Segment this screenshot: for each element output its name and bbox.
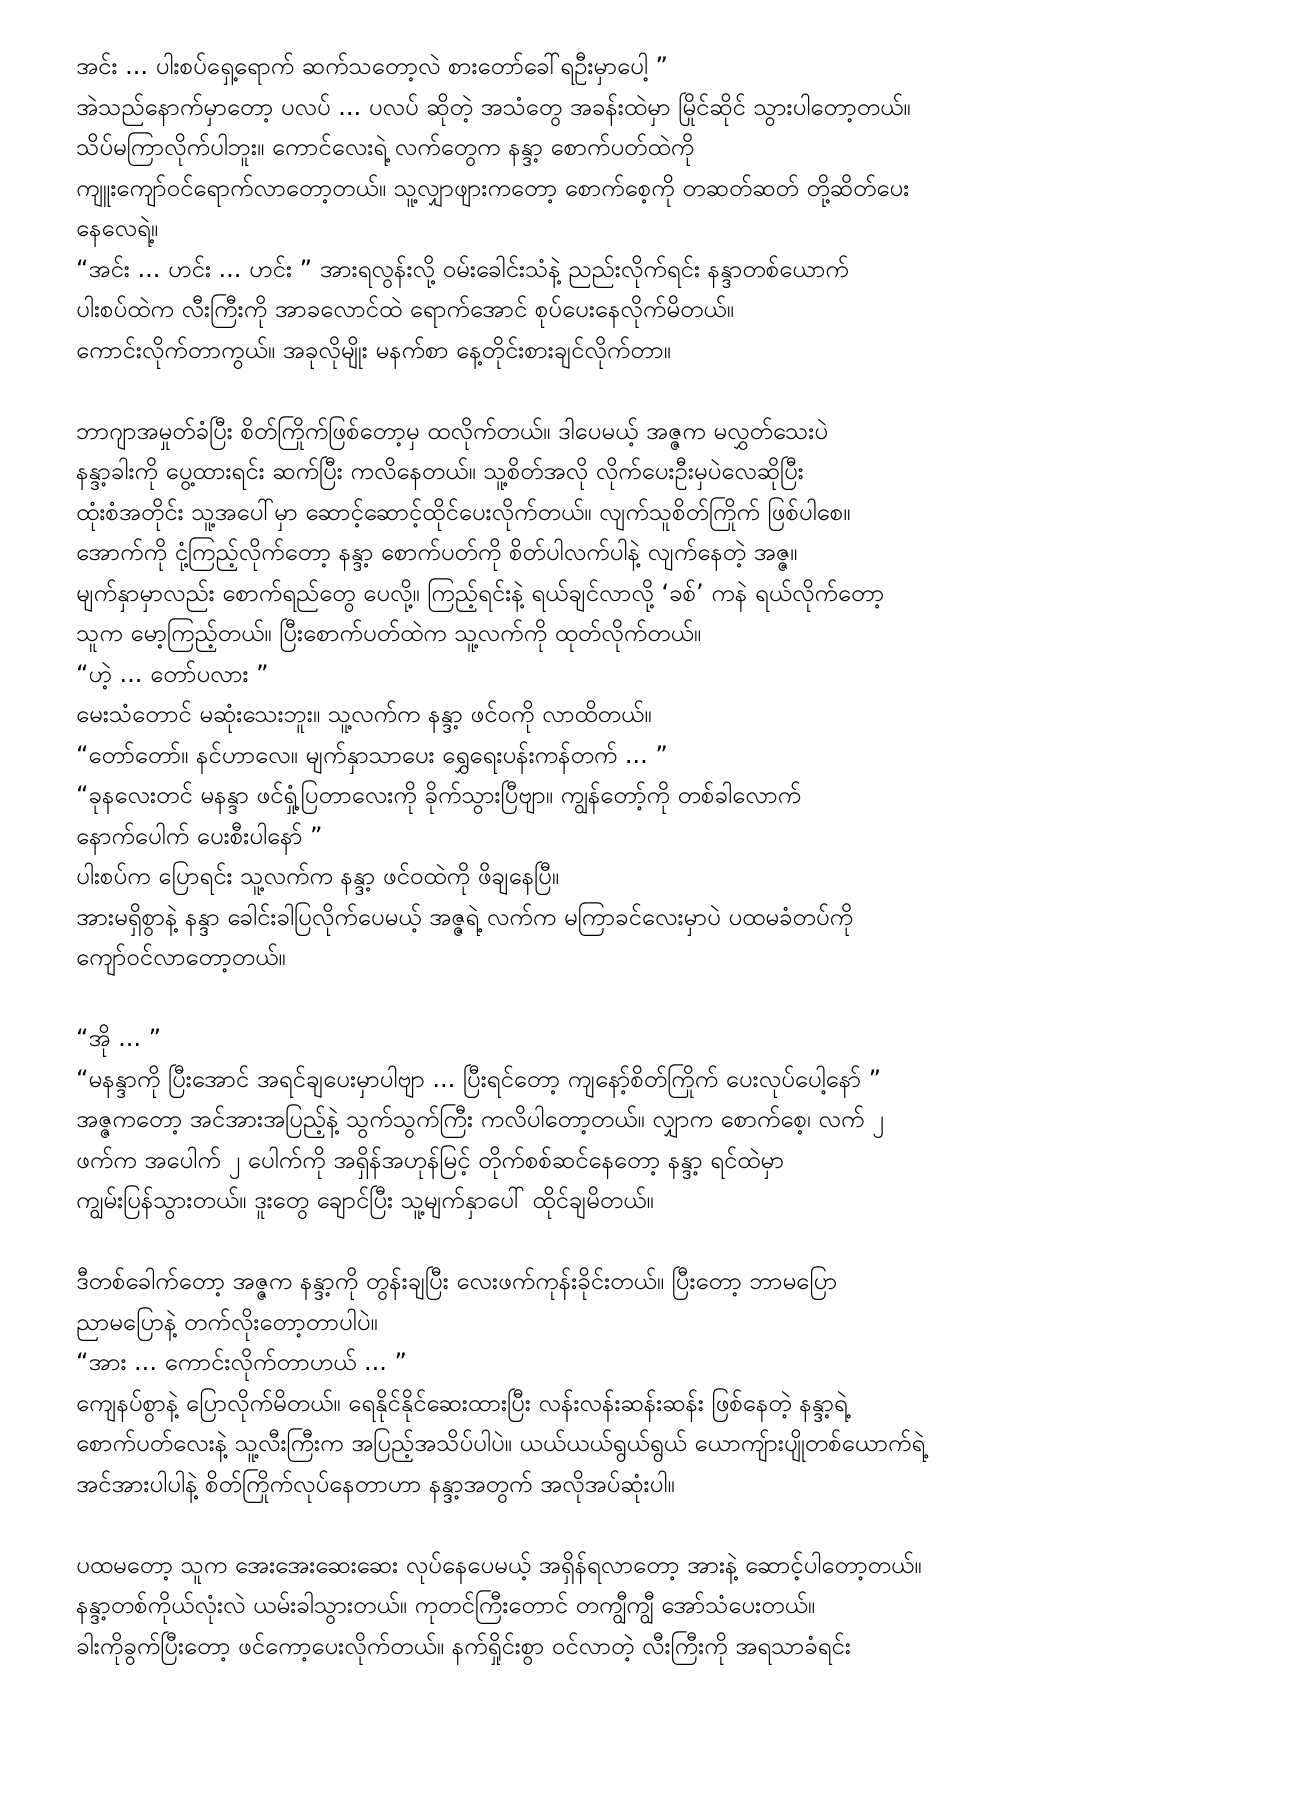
text-line: မျက်နှာမှာလည်း စောက်ရည်တွေ ပေလို့။ ကြည့်ရင်းနဲ့ ရယ်ချင်လာလို့ ‘ခစ်’ ကနဲ ရယ်လိုက်တော့ [76,578,885,607]
text-line: “အား ... ကောင်းလိုက်တာဟယ် ... ” [76,1348,407,1376]
text-line: ကျူးကျော်ဝင်ရောက်လာတော့တယ်။ သူ့လျှာဖျားကတော့ စောက်စေ့ကို တဆတ်ဆတ် တို့ဆိတ်ပေး [76,173,910,202]
text-line: “အင်း ... ဟင်း ... ဟင်း ” အားရလွန်းလို့ ဝမ်းခေါင်းသံနဲ့ ညည်းလိုက်ရင်း နန္ဒာတစ်ယောက် [76,254,849,283]
text-line: ထုံးစံအတိုင်း သူ့အပေါ်မှာ ဆောင့်ဆောင့်ထိုင်ပေးလိုက်တယ်။ လျက်သူစိတ်ကြိုက် ဖြစ်ပါစေ။ [76,497,851,526]
text-line: ကောင်းလိုက်တာကွယ်။ အခုလိုမျိုး မနက်စာ နေ့တိုင်းစားချင်လိုက်တာ။ [76,335,671,364]
text-line: ပါးစပ်က ပြောရင်း သူ့လက်က နန္ဒာ့ ဖင်ဝထဲကို ဖိချနေပြီ။ [76,862,560,890]
paragraph-gap [76,1504,1241,1545]
text-line: နောက်ပေါက် ပေးစီးပါနော် ” [76,821,323,850]
text-line: သူက မော့ကြည့်တယ်။ ပြီးစောက်ပတ်ထဲက သူ့လက်ကို ထုတ်လိုက်တယ်။ [76,619,702,647]
text-line: အင်အားပါပါနဲ့ စိတ်ကြိုက်လုပ်နေတာဟာ နန္ဒာ့အတွက် အလိုအပ်ဆုံးပါ။ [76,1469,675,1498]
document-body [76,46,1241,1666]
text-line: “အို ... ” [76,1024,162,1052]
text-line: ကျေနပ်စွာနဲ့ ပြောလိုက်မိတယ်။ ရေနိုင်နိုင်ဆေးထားပြီး လန်းလန်းဆန်းဆန်း ဖြစ်နေတဲ့ နန္ဒာ့ရဲ့ [76,1388,848,1417]
paragraph-gap [76,370,1241,411]
text-line: ဒီတစ်ခေါက်တော့ အဇ္ဇက နန္ဒာ့ကို တွန်းချပြီး လေးဖက်ကုန်းခိုင်းတယ်။ ပြီးတော့ ဘာမပြော [76,1267,838,1295]
text-line: အဇ္ဇကတော့ အင်အားအပြည့်နဲ့ သွက်သွက်ကြီး ကလိပါတော့တယ်။ လျှာက စောက်စေ့၊ လက် ၂ [76,1105,884,1133]
text-line: ခါးကိုခွက်ပြီးတော့ ဖင်ကော့ပေးလိုက်တယ်။ နက်ရှိုင်းစွာ ဝင်လာတဲ့ လီးကြီးကို အရသာခံရင်း [76,1631,851,1660]
text-line: ကျော်ဝင်လာတော့တယ်။ [76,943,286,971]
paragraph [76,411,1241,978]
text-line: “တော်တော်။ နင်ဟာလေ။ မျက်နှာသာပေး ရွှေရေးပန်းကန်တက် ... ” [76,740,668,769]
paragraph-gap [76,1221,1241,1262]
paragraph [76,46,1241,370]
text-line: အဲသည်နောက်မှာတော့ ပလပ် ... ပလပ် ဆိုတဲ့ အသံတွေ အခန်းထဲမှာ မြိုင်ဆိုင် သွားပါတော့တယ်။ [76,92,911,121]
text-line: “မနန္ဒာကို ပြီးအောင် အရင်ချပေးမှာပါဗျာ ... ပြီးရင်တော့ ကျနော့်စိတ်ကြိုက် ပေးလုပ်ပေါ့နော် ” [76,1064,882,1093]
paragraph-gap [76,978,1241,1019]
text-line: အားမရှိစွာနဲ့ နန္ဒာ ခေါင်းခါပြလိုက်ပေမယ့် အဇ္ဇရဲ့ လက်က မကြာခင်လေးမှာပဲ ပထမခံတပ်ကို [76,902,853,931]
paragraph [76,1261,1241,1504]
text-line: “ခုနလေးတင် မနန္ဒာ ဖင်ရှုံ့ပြတာလေးကို ခိုက်သွားပြီဗျာ။ ကျွန်တော့်ကို တစ်ခါလောက် [76,781,801,809]
text-line: အောက်ကို ငုံ့ကြည့်လိုက်တော့ နန္ဒာ့ စောက်ပတ်ကို စိတ်ပါလက်ပါနဲ့ လျက်နေတဲ့ အဇ္ဇ။ [76,538,798,566]
text-line: စောက်ပတ်လေးနဲ့ သူ့လီးကြီးက အပြည့်အသိပ်ပါပဲ။ ယယ်ယယ်ရွယ်ရွယ် ယောကျ်ားပျိုတစ်ယောက်ရဲ့ [76,1429,926,1457]
text-line: ဖက်က အပေါက် ၂ ပေါက်ကို အရှိန်အဟုန်မြင့် တိုက်စစ်ဆင်နေတော့ နန္ဒာ့ ရင်ထဲမှာ [76,1145,784,1174]
text-line: သိပ်မကြာလိုက်ပါဘူး။ ကောင်လေးရဲ့ လက်တွေက နန္ဒာ့ စောက်ပတ်ထဲကို [76,133,695,161]
text-line: ပထမတော့ သူက အေးအေးဆေးဆေး လုပ်နေပေမယ့် အရှိန်ရလာတော့ အားနဲ့ ဆောင့်ပါတော့တယ်။ [76,1550,922,1579]
text-line: မေးသံတောင် မဆုံးသေးဘူး။ သူ့လက်က နန္ဒာ့ ဖင်ဝကို လာထိတယ်။ [76,700,652,728]
text-line: နန္ဒာ့တစ်ကိုယ်လုံးလဲ ယမ်းခါသွားတယ်။ ကုတင်ကြီးတောင် တကျွီကျွီ အော်သံပေးတယ်။ [76,1591,816,1619]
text-line: ဘာဂျာအမှုတ်ခံပြီး စိတ်ကြိုက်ဖြစ်တော့မှ ထလိုက်တယ်။ ဒါပေမယ့် အဇ္ဇက မလွှတ်သေးပဲ [76,416,828,445]
text-line: နေလေရဲ့။ [76,214,159,242]
text-line: “ဟဲ့ ... တော်ပလား ” [76,659,269,688]
text-line: အင်း ... ပါးစပ်ရှေ့ရောက် ဆက်သတော့လဲ စားတော်ခေါ်ရဦးမှာပေါ့ ” [76,52,668,80]
paragraph [76,1018,1241,1221]
text-line: ညာမပြောနဲ့ တက်လိုးတော့တာပါပဲ။ [76,1307,378,1336]
text-line: ပါးစပ်ထဲက လီးကြီးကို အာခလောင်ထဲ ရောက်အောင် စုပ်ပေးနေလိုက်မိတယ်။ [76,295,734,323]
paragraph [76,1545,1241,1667]
text-line: နန္ဒာ့ခါးကို ပွေ့ထားရင်း ဆက်ပြီး ကလိနေတယ်။ သူ့စိတ်အလို လိုက်ပေးဦးမှပဲလေဆိုပြီး [76,457,804,485]
text-line: ကျွမ်းပြန်သွားတယ်။ ဒူးတွေ ချောင်ပြီး သူ့မျက်နှာပေါ် ထိုင်ချမိတယ်။ [76,1186,654,1214]
